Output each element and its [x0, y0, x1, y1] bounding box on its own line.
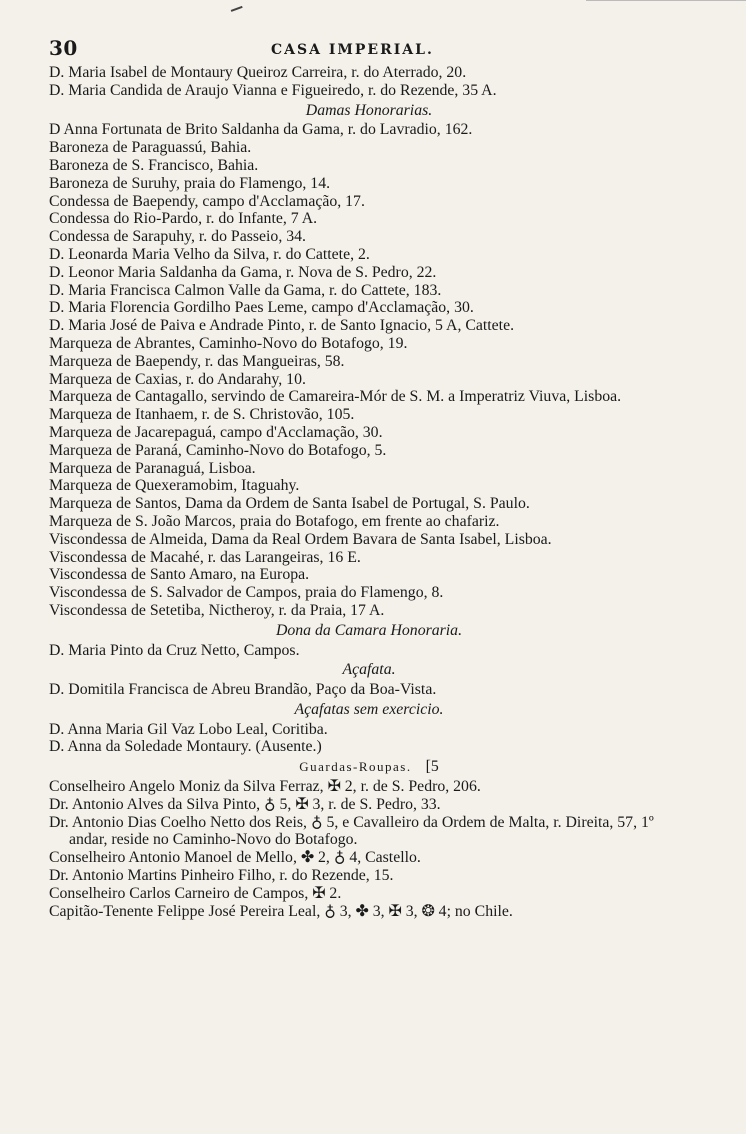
section-heading-acafata: Açafata. [342, 661, 396, 679]
entry-line: D Anna Fortunata de Brito Saldanha da Gama, r. do Lavradio, 162. [49, 121, 473, 139]
entry-line: Condessa de Sarapuhy, r. do Passeio, 34. [49, 228, 306, 246]
entry-line: Condessa de Baependy, campo d'Acclamação, 17. [49, 192, 365, 210]
entry-line: D. Domitila Francisca de Abreu Brandão, Paço da Boa-Vista. [49, 681, 437, 699]
count-bracket: [5 [425, 758, 439, 776]
page-edge [586, 0, 746, 3]
entry-line: D. Maria Isabel de Montaury Queiroz Carreira, r. do Aterrado, 20. [49, 64, 467, 81]
page-number: 30 [49, 36, 78, 60]
entry-line: D. Maria Florencia Gordilho Paes Leme, campo d'Acclamação, 30. [49, 299, 474, 317]
entry-line: Marqueza de Paraná, Caminho-Novo do Botafogo, 5. [49, 441, 387, 459]
entry-line: Marqueza de Santos, Dama da Ordem de Santa Isabel de Portugal, S. Paulo. [49, 495, 530, 513]
entry-line: D. Maria Candida de Araujo Vianna e Figueiredo, r. do Rezende, 35 A. [49, 81, 497, 99]
section-heading-damas-honorarias: Damas Honorarias. [305, 101, 433, 119]
entry-line: Conselheiro Antonio Manoel de Mello, ✤ 2, ♁ 4, Castello. [49, 849, 421, 867]
entry-line: Conselheiro Angelo Moniz da Silva Ferraz, ✠ 2, r. de S. Pedro, 206. [49, 778, 481, 796]
guardas-roupas-title: Guardas-Roupas. [299, 759, 412, 775]
entry-line: Viscondessa de Setetiba, Nictheroy, r. da Praia, 17 A. [49, 601, 385, 619]
entry-line: D. Maria José de Paiva e Andrade Pinto, r. de Santo Ignacio, 5 A, Cattete. [49, 317, 515, 335]
entry-line: Marqueza de S. João Marcos, praia do Botafogo, em frente ao chafariz. [49, 512, 500, 530]
entry-line: Marqueza de Jacarepaguá, campo d'Acclamação, 30. [49, 423, 383, 441]
entry-line: Viscondessa de Santo Amaro, na Europa. [49, 566, 310, 584]
entry-line: Marqueza de Paranaguá, Lisboa. [49, 459, 256, 477]
section-heading-acafatas-sem-exercicio: Açafatas sem exercicio. [294, 700, 444, 718]
body-text [49, 64, 689, 920]
entry-line: D. Maria Pinto da Cruz Netto, Campos. [49, 641, 300, 659]
entry-line: D. Anna da Soledade Montaury. (Ausente.) [49, 738, 322, 756]
entry-line: Viscondessa de Macahé, r. das Larangeiras, 16 E. [49, 548, 361, 566]
entry-line: Conselheiro Carlos Carneiro de Campos, ✠ 2. [49, 884, 342, 902]
entry-line: D. Maria Francisca Calmon Valle da Gama, r. do Cattete, 183. [49, 281, 442, 299]
running-head: CASA IMPERIAL. [271, 42, 434, 58]
entry-line: Dr. Antonio Martins Pinheiro Filho, r. do Rezende, 15. [49, 867, 394, 885]
entry-line: Marqueza de Caxias, r. do Andarahy, 10. [49, 370, 306, 388]
entry-line: D. Leonor Maria Saldanha da Gama, r. Nova de S. Pedro, 22. [49, 263, 437, 281]
entry-line: D. Anna Maria Gil Vaz Lobo Leal, Coritiba. [49, 720, 328, 738]
scan-mark [229, 2, 242, 12]
entry-line: Marqueza de Itanhaem, r. de S. Christovão, 105. [49, 406, 355, 424]
entry-line: Viscondessa de Almeida, Dama da Real Ordem Bavara de Santa Isabel, Lisboa. [49, 530, 552, 548]
entry-line: Baroneza de S. Francisco, Bahia. [49, 156, 259, 174]
entry-line: Marqueza de Abrantes, Caminho-Novo do Botafogo, 19. [49, 334, 408, 352]
page-header [49, 36, 689, 66]
entry-line: Capitão-Tenente Felippe José Pereira Leal, ♁ 3, ✤ 3, ✠ 3, ❂ 4; no Chile. [49, 902, 513, 920]
section-heading-dona-da-camara: Dona da Camara Honoraria. [275, 621, 463, 639]
entry-line: Marqueza de Baependy, r. das Mangueiras, 58. [49, 352, 345, 370]
entry-line: Dr. Antonio Alves da Silva Pinto, ♁ 5, ✠ 3, r. de S. Pedro, 33. [49, 795, 441, 813]
entry-line: Marqueza de Quexeramobim, Itaguahy. [49, 477, 300, 495]
entry-line: Baroneza de Paraguassú, Bahia. [49, 139, 252, 157]
entry-line: Condessa do Rio-Pardo, r. do Infante, 7 A. [49, 210, 318, 228]
entry-line: Viscondessa de S. Salvador de Campos, praia do Flamengo, 8. [49, 584, 444, 602]
entry-line: D. Leonarda Maria Velho da Silva, r. do Cattete, 2. [49, 245, 370, 263]
entry-line: Dr. Antonio Dias Coelho Netto dos Reis, ♁ 5, e Cavalleiro da Ordem de Malta, r. Direita, 57, 1º andar, reside no Caminho-Novo do Botafogo. [49, 813, 654, 849]
entry-line: Marqueza de Cantagallo, servindo de Camareira-Mór de S. M. a Imperatriz Viuva, Lisboa. [49, 388, 622, 406]
entry-line: Baroneza de Suruhy, praia do Flamengo, 14. [49, 174, 331, 192]
section-heading-guardas-roupas [49, 758, 689, 776]
